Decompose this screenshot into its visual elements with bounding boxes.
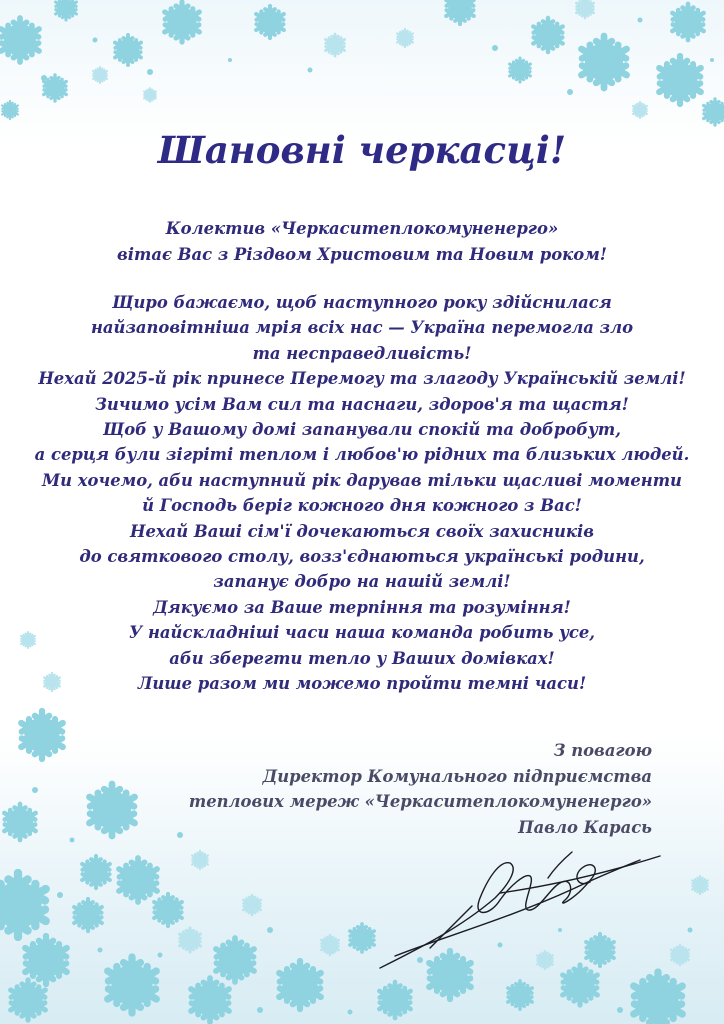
position-line: Директор Комунального підприємства <box>262 766 652 786</box>
letter-title: Шановні черкасці! <box>157 128 567 172</box>
body-line: Нехай Ваші сім'ї дочекаються своїх захисників <box>130 521 594 541</box>
signer-name: Павло Карась <box>518 817 652 837</box>
body-line: запанує добро на нашій землі! <box>213 572 511 592</box>
greeting-line: Колектив «Черкаситеплокомуненерго» <box>165 219 559 238</box>
wishes-paragraph <box>0 290 724 697</box>
body-line: Щоб у Вашому домі запанували спокій та добробут, <box>103 420 621 440</box>
body-line: Нехай 2025-й рік принесе Перемогу та злагоду Українській землі! <box>38 369 686 389</box>
body-line: Дякуємо за Ваше терпіння та розуміння! <box>153 597 571 617</box>
greeting-line: вітає Вас з Різдвом Христовим та Новим роком! <box>117 245 607 264</box>
body-line: Ми хочемо, аби наступний рік дарував тільки щасливі моменти <box>42 470 682 490</box>
body-line: найзаповітніша мрія всіх нас — Україна перемогла зло <box>90 318 634 338</box>
greeting-paragraph <box>0 216 724 268</box>
body-line: та несправедливість! <box>252 343 472 363</box>
handwritten-signature <box>360 838 670 978</box>
position-line: теплових мереж «Черкаситеплокомуненерго» <box>188 792 652 812</box>
body-line: до святкового столу, возз'єднаються українські родини, <box>79 547 645 567</box>
body-line: аби зберегти тепло у Ваших домівках! <box>169 648 555 668</box>
body-line: а серця були зігріті теплом і любов'ю рідних та близьких людей. <box>34 445 690 465</box>
body-line: У найскладніші часи наша команда робить усе, <box>128 623 596 643</box>
body-line: Лише разом ми можемо пройти темні часи! <box>137 674 587 694</box>
body-line: Зичимо усім Вам сил та наснаги, здоров'я та щастя! <box>95 394 629 414</box>
signature-block <box>189 738 652 840</box>
body-line: Щиро бажаємо, щоб наступного року здійснилася <box>112 293 612 312</box>
body-line: й Господь беріг кожного дня кожного з Вас! <box>142 496 582 516</box>
closing-text: З повагою <box>553 741 652 760</box>
